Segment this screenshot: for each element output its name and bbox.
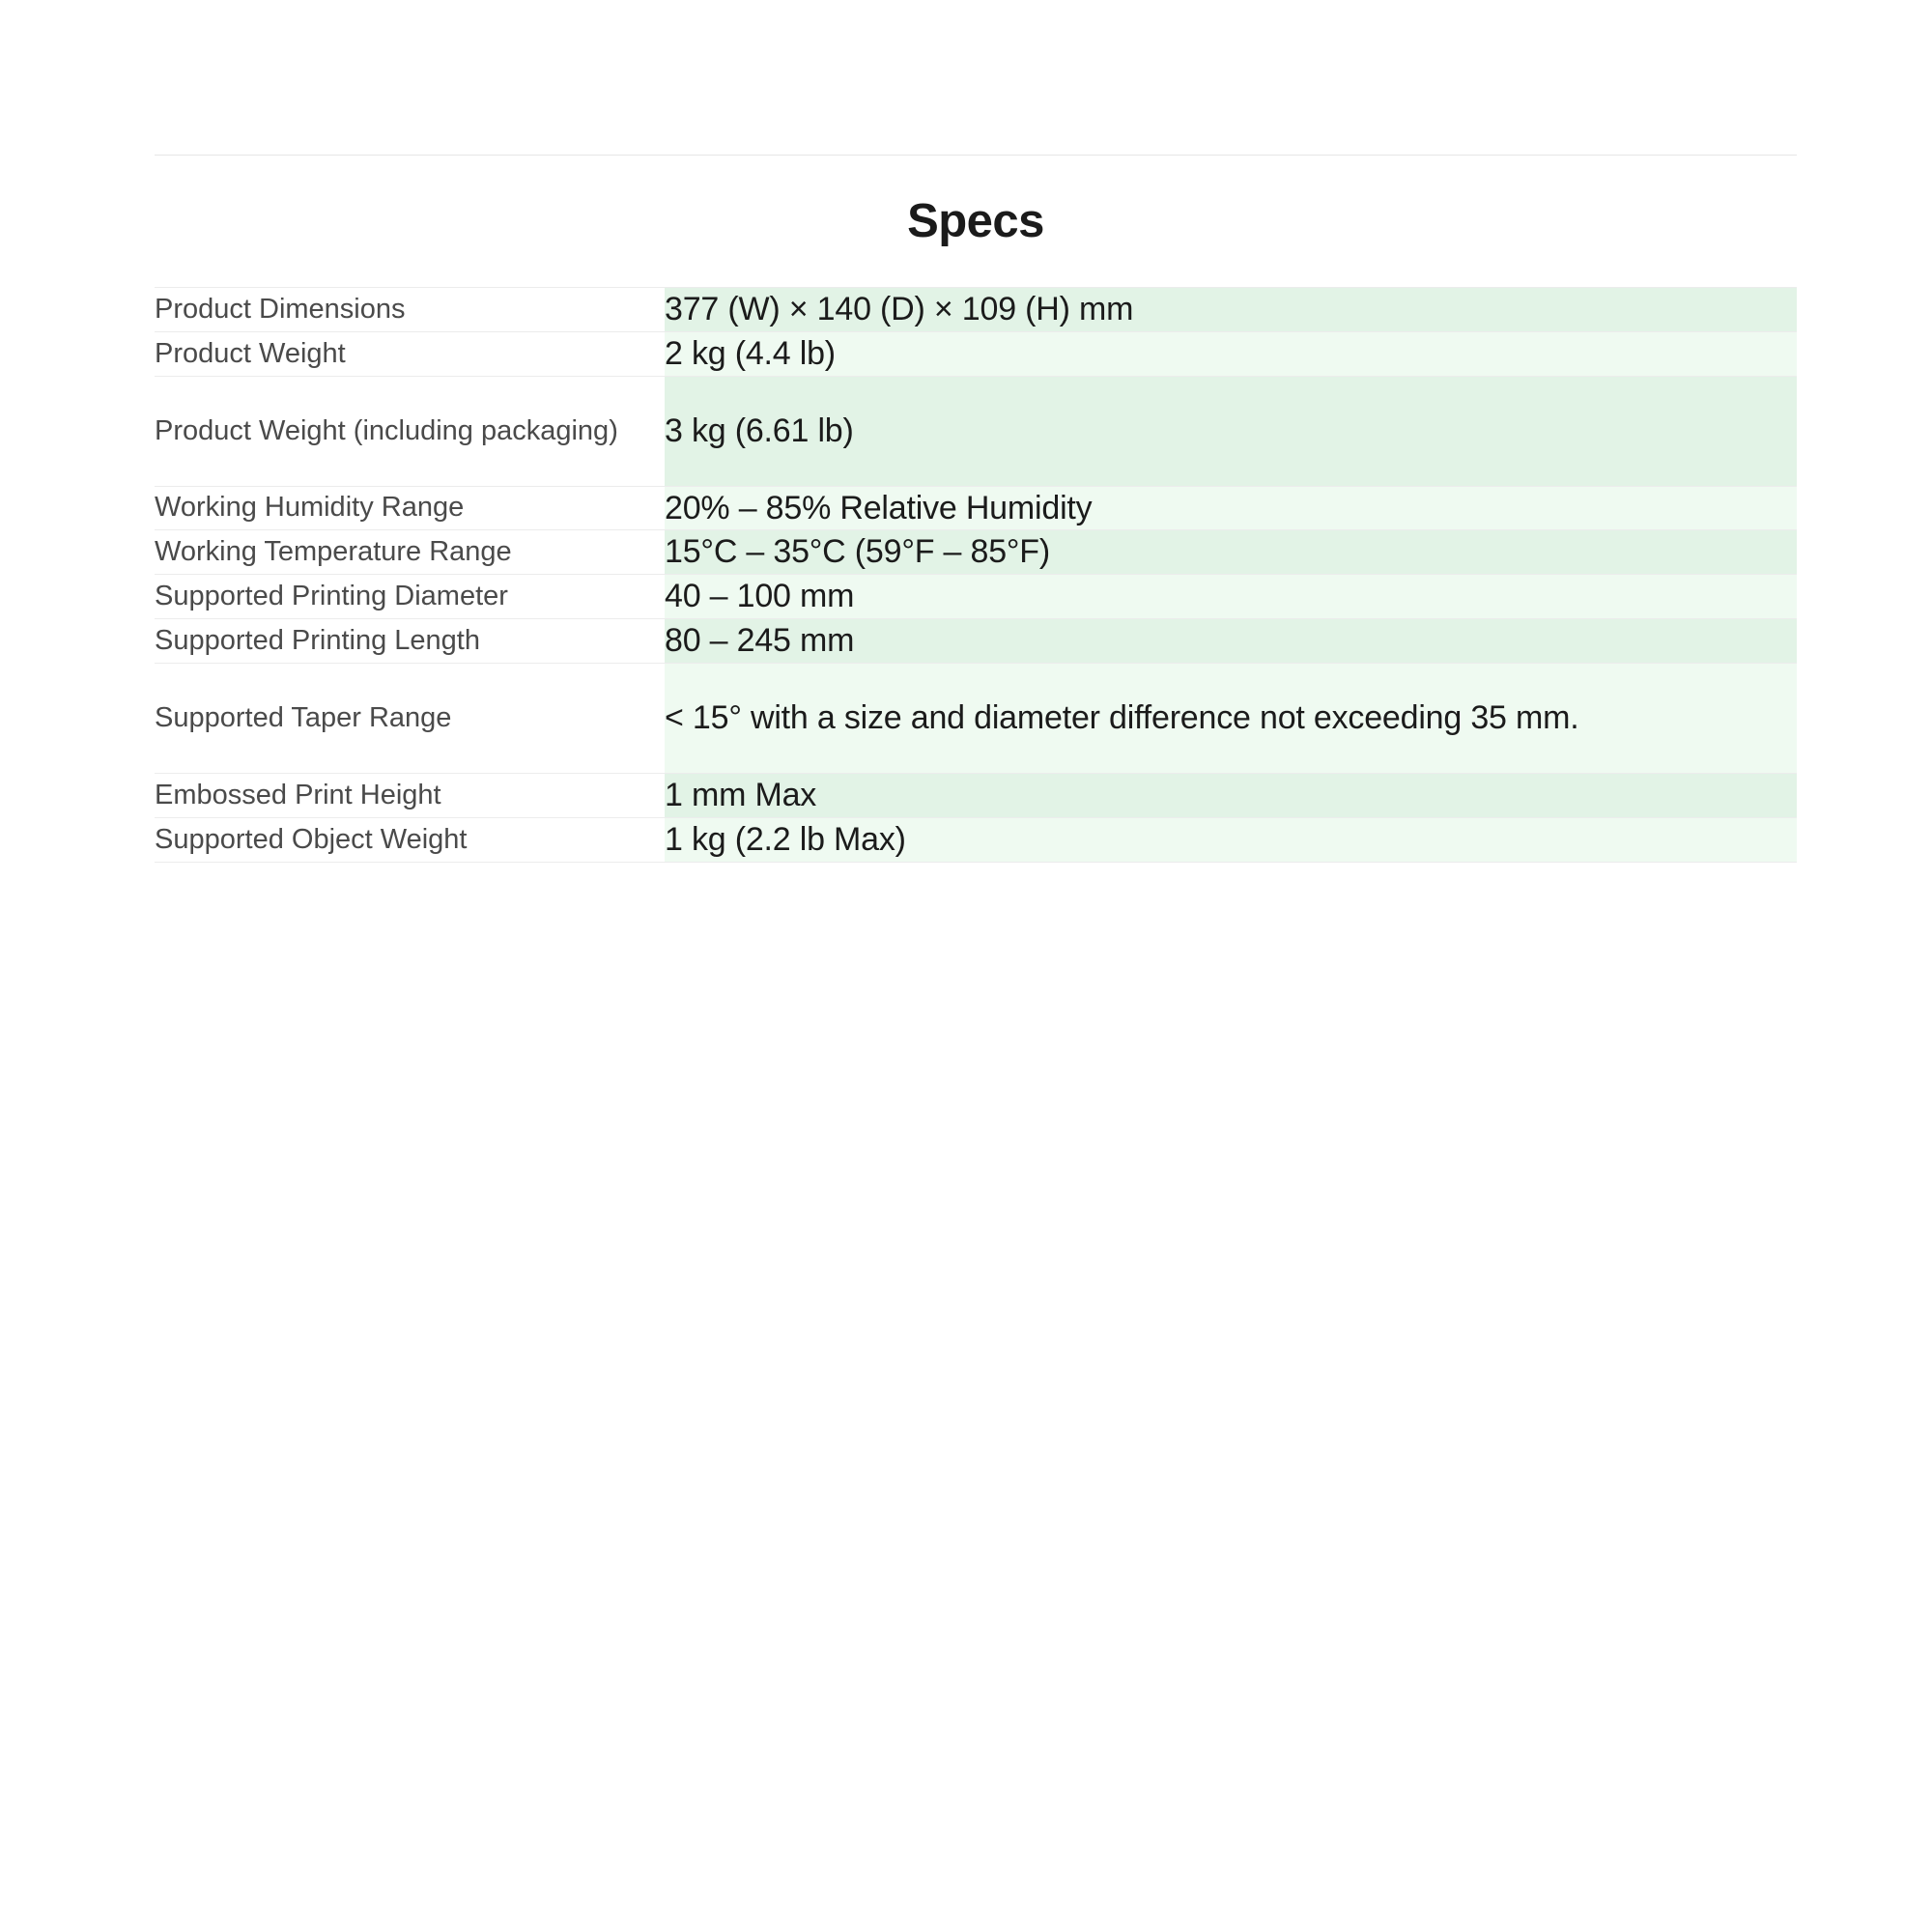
spec-label: Product Dimensions: [155, 287, 665, 331]
table-row: [155, 486, 1797, 530]
spec-value: 80 – 245 mm: [665, 619, 1797, 664]
spec-label: Supported Printing Length: [155, 619, 665, 664]
table-row: [155, 287, 1797, 331]
spec-value: 2 kg (4.4 lb): [665, 331, 1797, 376]
table-row: [155, 619, 1797, 664]
table-row: [155, 664, 1797, 774]
table-row: [155, 376, 1797, 486]
table-row: [155, 530, 1797, 575]
spec-value: 1 mm Max: [665, 773, 1797, 817]
table-row: [155, 575, 1797, 619]
specs-table-body: [155, 287, 1797, 862]
spec-value: 15°C – 35°C (59°F – 85°F): [665, 530, 1797, 575]
spec-value: 377 (W) × 140 (D) × 109 (H) mm: [665, 287, 1797, 331]
spec-label: Supported Taper Range: [155, 664, 665, 774]
spec-label: Product Weight (including packaging): [155, 376, 665, 486]
spec-label: Product Weight: [155, 331, 665, 376]
spec-label: Embossed Print Height: [155, 773, 665, 817]
spec-value: 1 kg (2.2 lb Max): [665, 817, 1797, 862]
table-row: [155, 817, 1797, 862]
spec-label: Working Humidity Range: [155, 486, 665, 530]
spec-value: < 15° with a size and diameter difference not exceeding 35 mm.: [665, 664, 1797, 774]
spec-label: Working Temperature Range: [155, 530, 665, 575]
specs-section: [155, 155, 1797, 863]
page-title: Specs: [907, 195, 1044, 247]
spec-value: 3 kg (6.61 lb): [665, 376, 1797, 486]
spec-label: Supported Printing Diameter: [155, 575, 665, 619]
spec-label: Supported Object Weight: [155, 817, 665, 862]
table-row: [155, 331, 1797, 376]
table-row: [155, 773, 1797, 817]
specs-table: [155, 287, 1797, 863]
spec-value: 40 – 100 mm: [665, 575, 1797, 619]
spec-value: 20% – 85% Relative Humidity: [665, 486, 1797, 530]
